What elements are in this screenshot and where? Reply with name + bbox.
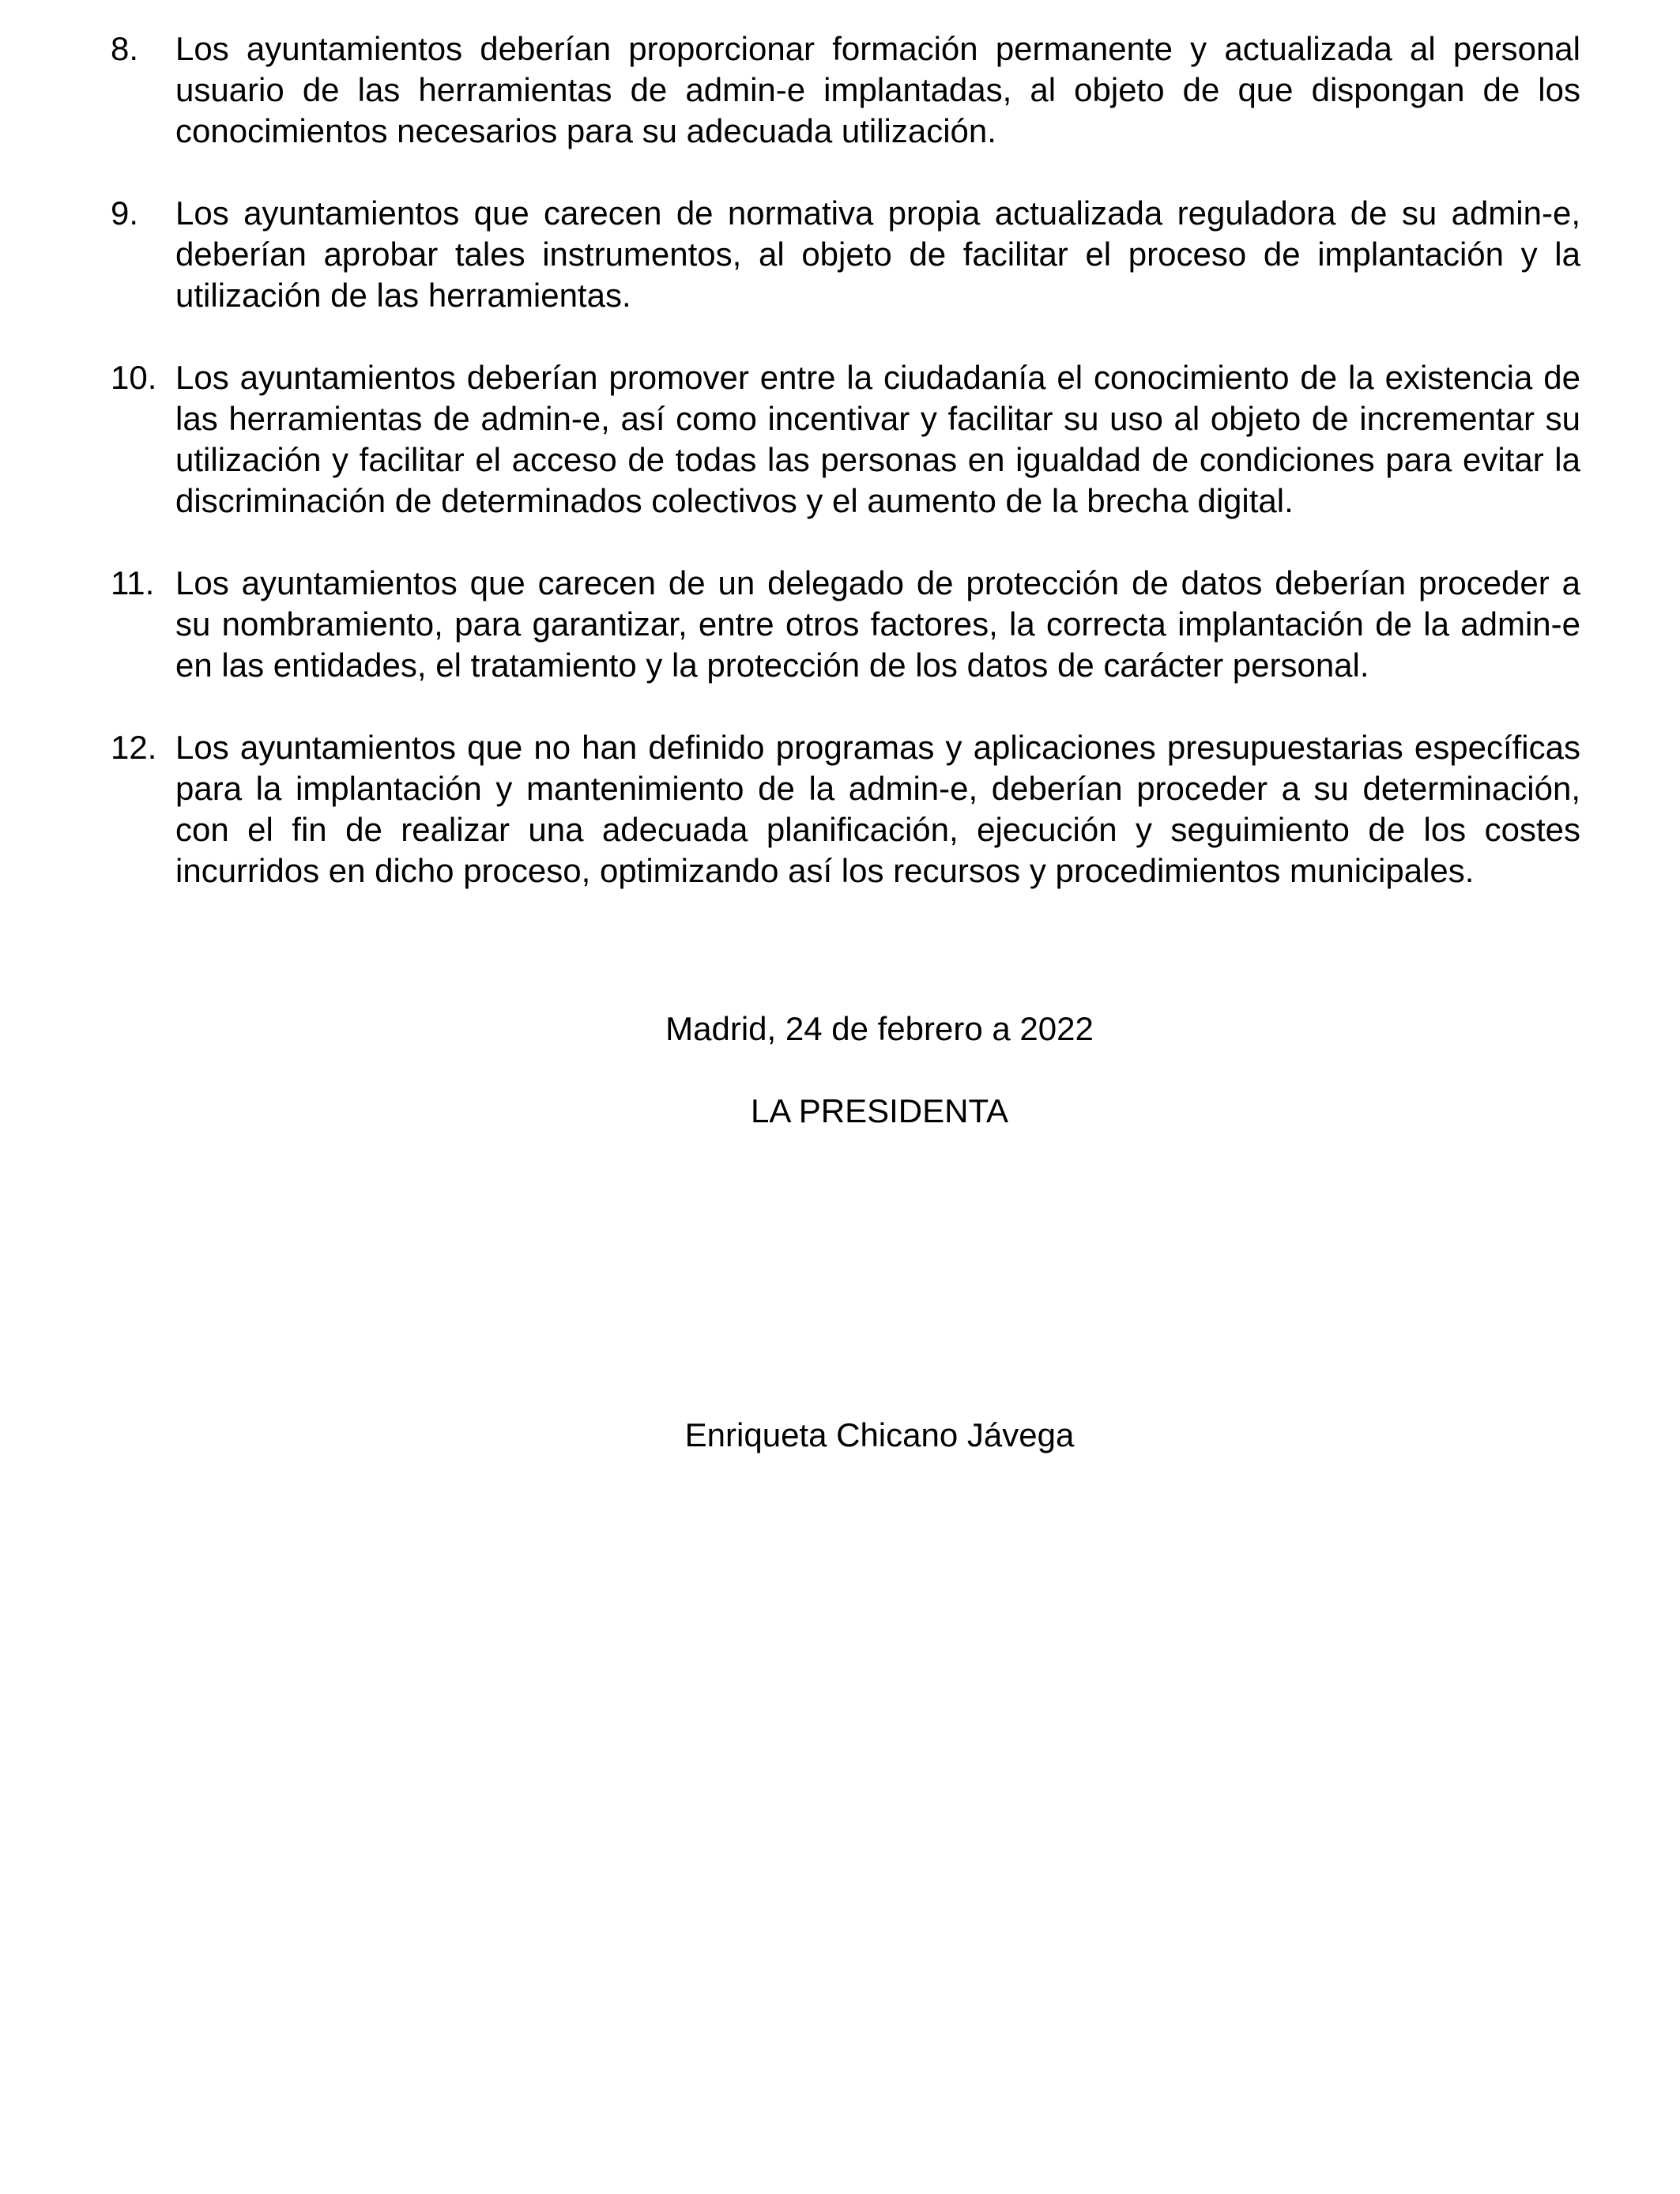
item-number: 12. bbox=[111, 729, 157, 766]
item-number: 8. bbox=[111, 30, 139, 67]
item-text: Los ayuntamientos deberían promover entre la ciudadanía el conocimiento de la existencia de las herramientas de admin-e, así como incentivar y facilitar su uso al objeto de incrementar su utilización y facilitar el acceso de todas las personas en igualdad de condiciones para evitar la discriminación de determinados colectivos y el aumento de la brecha digital. bbox=[175, 359, 1580, 519]
signatory-role: LA PRESIDENTA bbox=[751, 1092, 1008, 1129]
item-text: Los ayuntamientos que carecen de un delegado de protección de datos deberían proceder a su nombramiento, para garantizar, entre otros factores, la correcta implantación de la admin-e en las entidades, el tratamiento y la protección de los datos de carácter personal. bbox=[175, 564, 1580, 684]
item-text: Los ayuntamientos deberían proporcionar formación permanente y actualizada al personal usuario de las herramientas de admin-e implantadas, al objeto de que dispongan de los conocimientos necesarios para su adecuada utilización. bbox=[175, 30, 1580, 149]
list-item bbox=[111, 563, 1580, 686]
list-item bbox=[111, 727, 1580, 892]
list-item bbox=[111, 193, 1580, 316]
signatory-name: Enriqueta Chicano Jávega bbox=[684, 1416, 1075, 1453]
item-text: Los ayuntamientos que no han definido programas y aplicaciones presupuestarias específicas para la implantación y mantenimiento de la admin-e, deberían proceder a su determinación, con el fin de realizar una adecuada planificación, ejecución y seguimiento de los costes incurridos en dicho proceso, optimizando así los recursos y procedimientos municipales. bbox=[175, 729, 1580, 889]
place-date: Madrid, 24 de febrero a 2022 bbox=[665, 1010, 1094, 1047]
recommendations-list bbox=[111, 28, 1580, 933]
item-number: 10. bbox=[111, 359, 157, 396]
list-item bbox=[111, 28, 1580, 152]
item-text: Los ayuntamientos que carecen de normativa propia actualizada reguladora de su admin-e, deberían aprobar tales instrumentos, al objeto de facilitar el proceso de implantación y la utilización de las herramientas. bbox=[175, 194, 1580, 314]
item-number: 11. bbox=[111, 564, 155, 601]
item-number: 9. bbox=[111, 194, 139, 232]
list-item bbox=[111, 357, 1580, 522]
